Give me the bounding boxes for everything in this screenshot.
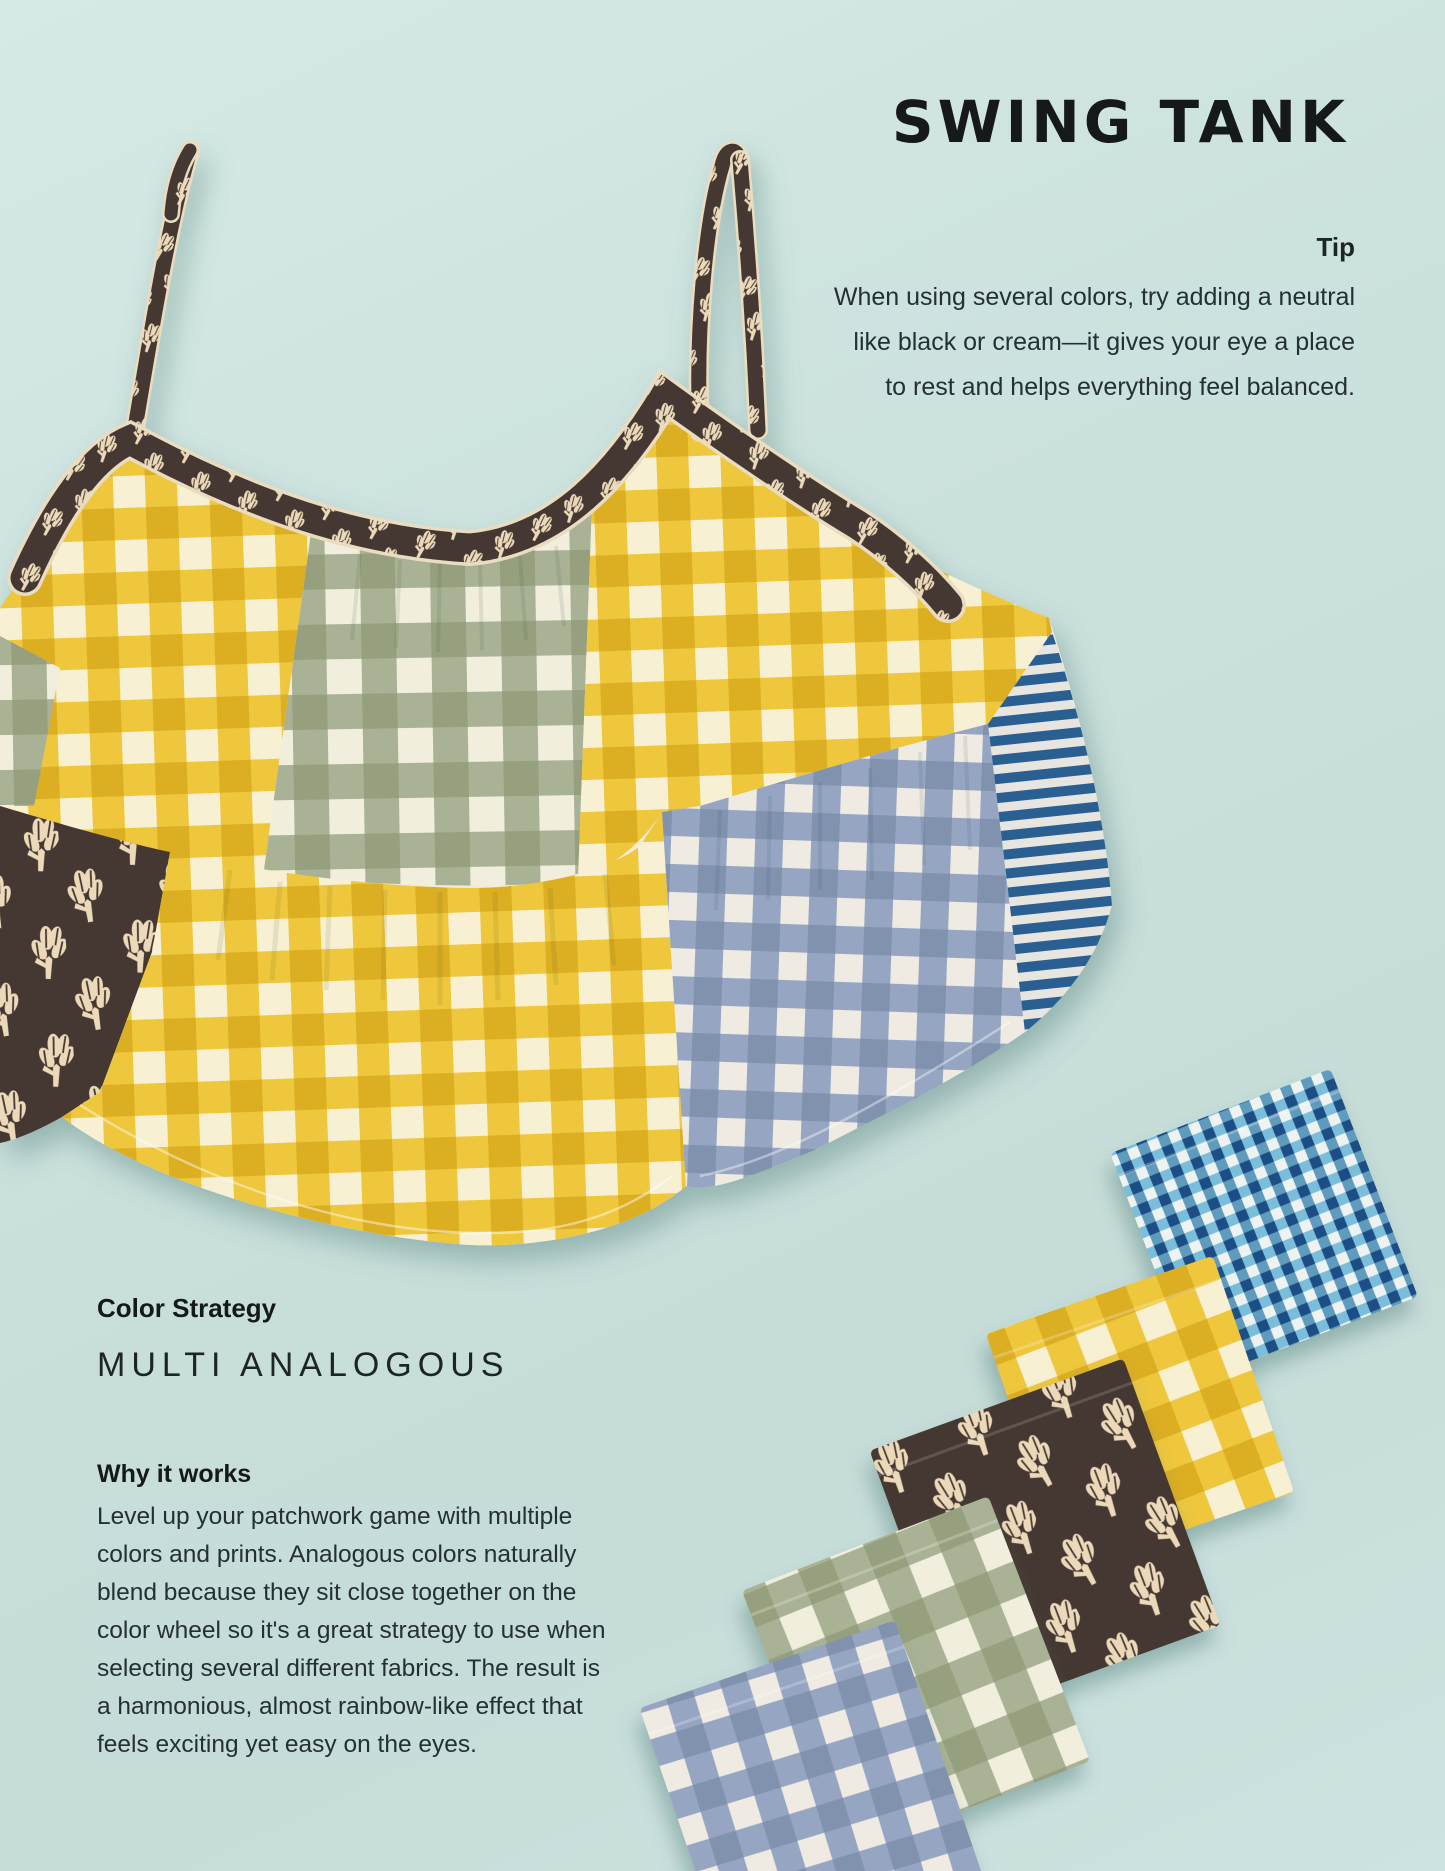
why-it-works-block xyxy=(97,1460,606,1764)
why-line: colors and prints. Analogous colors naturally xyxy=(97,1541,577,1568)
tip-heading: Tip xyxy=(1316,232,1355,262)
color-strategy-label: Color Strategy xyxy=(97,1293,277,1323)
strap-right xyxy=(699,151,758,432)
tip-line: When using several colors, try adding a neutral xyxy=(833,283,1355,311)
color-strategy-name: MULTI ANALOGOUS xyxy=(97,1346,510,1384)
fabric-swatch-fan xyxy=(640,1069,1418,1871)
page-title: SWING TANK xyxy=(891,88,1349,156)
why-line: color wheel so it's a great strategy to use when xyxy=(97,1617,606,1644)
why-line: Level up your patchwork game with multiple xyxy=(97,1503,573,1530)
why-line: selecting several different fabrics. The result is xyxy=(97,1655,600,1682)
tip-block xyxy=(834,232,1355,410)
tip-line: like black or cream—it gives your eye a place xyxy=(853,328,1355,356)
why-line: blend because they sit close together on the xyxy=(97,1579,577,1606)
why-line: feels exciting yet easy on the eyes. xyxy=(97,1731,477,1758)
tip-line: to rest and helps everything feel balanced. xyxy=(885,373,1355,401)
strap-left xyxy=(132,150,190,446)
color-strategy-block xyxy=(97,1293,509,1385)
why-line: a harmonious, almost rainbow-like effect that xyxy=(97,1693,583,1720)
why-it-works-heading: Why it works xyxy=(97,1460,252,1488)
